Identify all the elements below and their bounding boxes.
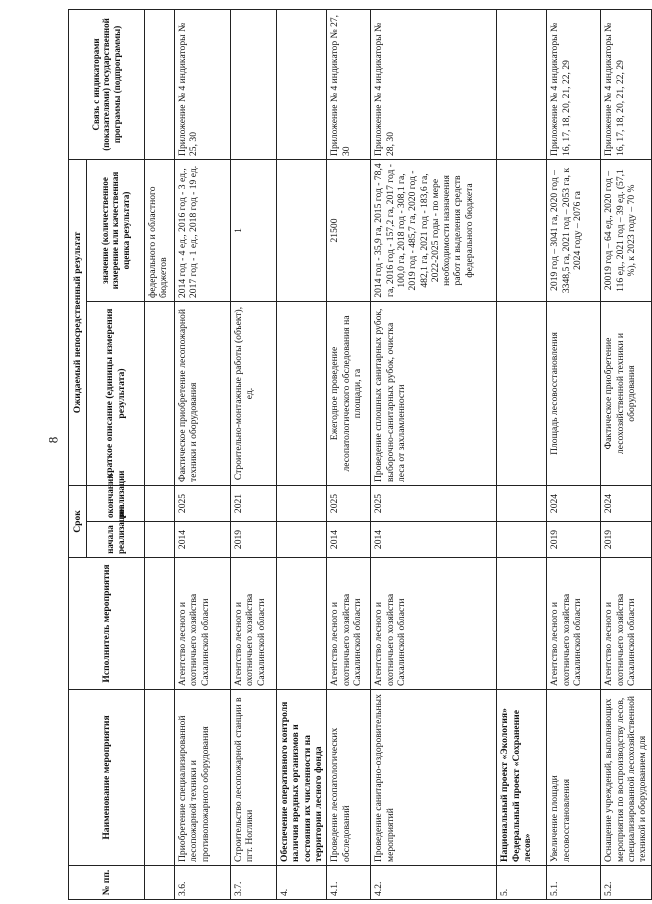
header-link: Связь с индикаторами (показателями) государственной программы (подпрограммы) [69,9,145,159]
cell-desc [277,302,327,486]
header-num: № пп. [69,866,145,900]
header-expected: Ожидаемый непосредственный результат [69,159,87,485]
table-row [497,9,547,899]
table-row [231,9,277,899]
cell-start: 2014 [175,522,231,558]
cell-end [145,486,175,522]
cell-link: Приложение № 4 индикатор № 27, 30 [327,9,371,159]
table-row [327,9,371,899]
cell-value: 2014 год - 4 ед., 2016 год - 3 ед., 2017 год - 1 ед., 2018 год - 19 ед. [175,159,231,301]
cell-desc: Строительно-монтажные работы (объект), ед. [231,302,277,486]
cell-desc: Площадь лесовосстановления [547,302,601,486]
cell-name [145,690,175,866]
cell-executor: Агентство лесного и охотничьего хозяйства Сахалинской области [371,558,497,690]
cell-link [277,9,327,159]
cell-executor: Агентство лесного и охотничьего хозяйства Сахалинской области [175,558,231,690]
table-row [601,9,651,899]
cell-link [231,9,277,159]
cell-value: 2014 год - 35,9 га, 2015 год - 78,4 га, 2016 год - 157,2 га, 2017 год - 100,0 га, 2018 год - 308,1 га, 2019 год - 485,7 га, 2020 год - 482,1 га, 2021 год - 183,6 га, 2022-2025 годы - по мере необходимости назначения работ и выделения средств федерального бюджета [371,159,497,301]
cell-desc [497,302,547,486]
table-row [145,9,175,899]
cell-value: 21500 [327,159,371,301]
table-row [175,9,231,899]
cell-num: 5. [497,866,547,900]
cell-name: Проведение лесопатологических обследований [327,690,371,866]
cell-value [277,159,327,301]
cell-num: 3.7. [231,866,277,900]
cell-executor [145,558,175,690]
cell-link: Приложение № 4 индикаторы № 16, 17, 18, 20, 21, 22, 29 [601,9,651,159]
cell-num: 5.1. [547,866,601,900]
cell-end: 2025 [327,486,371,522]
header-name: Наименование мероприятия [69,690,145,866]
cell-link [497,9,547,159]
cell-value [497,159,547,301]
header-executor: Исполнитель мероприятия [69,558,145,690]
cell-link: Приложение № 4 индикаторы № 25, 30 [175,9,231,159]
cell-num [145,866,175,900]
cell-start: 2019 [601,522,651,558]
cell-num: 3.6. [175,866,231,900]
cell-start: 2019 [231,522,277,558]
table-row [547,9,601,899]
cell-value: федерального и областного бюджетов [145,159,175,301]
header-term: Срок [69,486,87,558]
cell-end: 2025 [371,486,497,522]
cell-desc: Фактическое приобретение лесопожарной техники и оборудования [175,302,231,486]
cell-value: 20019 год – 64 ед., 2020 год – 116 ед., 2021 год – 39 ед. (57,1 %), к 2023 году – 70 % [601,159,651,301]
header-short-desc: краткое описание (единицы измерения результата) [87,302,145,486]
header-value: значение (количественное измерение или качественная оценка результата) [87,159,145,301]
cell-end [497,486,547,522]
cell-start [145,522,175,558]
cell-num: 4. [277,866,327,900]
cell-start [497,522,547,558]
cell-end: 2025 [175,486,231,522]
cell-desc: Фактическое приобретение лесохозяйственной техники и оборудования [601,302,651,486]
cell-executor: Агентство лесного и охотничьего хозяйства Сахалинской области [601,558,651,690]
cell-name: Проведение санитарно-оздоровительных мероприятий [371,690,497,866]
cell-name: Обеспечение оперативного контроля наличия вредных организмов и состояния их численности на территории лесного фонда [277,690,327,866]
measures-table [68,9,652,900]
cell-link [145,9,175,159]
cell-desc: Ежегодное проведение лесопатологического обследования на площади, га [327,302,371,486]
cell-executor: Агентство лесного и охотничьего хозяйства Сахалинской области [547,558,601,690]
header-end: окончания реализации [87,486,145,522]
cell-executor [277,558,327,690]
cell-name: Строительство лесопожарной станции в пгт. Ноглики [231,690,277,866]
cell-name: Оснащение учреждений, выполняющих мероприятия по воспроизводству лесов, специализированной лесохозяйственной техникой и оборудованием для [601,690,651,866]
cell-desc [145,302,175,486]
cell-name: Приобретение специализированной лесопожарной техники и противопожарного оборудования [175,690,231,866]
cell-num: 4.2. [371,866,497,900]
cell-num: 4.1. [327,866,371,900]
header-start: начала реализации [87,522,145,558]
cell-desc: Проведение сплошных санитарных рубок, выборочно-санитарных рубок, очистка леса от захламленности [371,302,497,486]
table-row [277,9,327,899]
cell-executor: Агентство лесного и охотничьего хозяйства Сахалинской области [231,558,277,690]
page-number: 8 [45,436,61,444]
cell-start: 2019 [547,522,601,558]
cell-value: 2019 год – 3041 га, 2020 год – 3348,5 га, 2021 год – 2053 га, к 2024 году – 2076 га [547,159,601,301]
cell-link: Приложение № 4 индикаторы № 28, 30 [371,9,497,159]
cell-num: 5.2. [601,866,651,900]
cell-end: 2024 [547,486,601,522]
cell-link: Приложение № 4 индикаторы № 16, 17, 18, 20, 21, 22, 29 [547,9,601,159]
cell-name: Увеличение площади лесовосстановления [547,690,601,866]
cell-end [277,486,327,522]
cell-start [277,522,327,558]
cell-value: 1 [231,159,277,301]
table-row [371,9,497,899]
cell-start: 2014 [327,522,371,558]
cell-end: 2021 [231,486,277,522]
cell-end: 2024 [601,486,651,522]
cell-start: 2014 [371,522,497,558]
cell-executor [497,558,547,690]
cell-executor: Агентство лесного и охотничьего хозяйства Сахалинской области [327,558,371,690]
cell-name: Национальный проект «Экология» Федеральный проект «Сохранение лесов» [497,690,547,866]
